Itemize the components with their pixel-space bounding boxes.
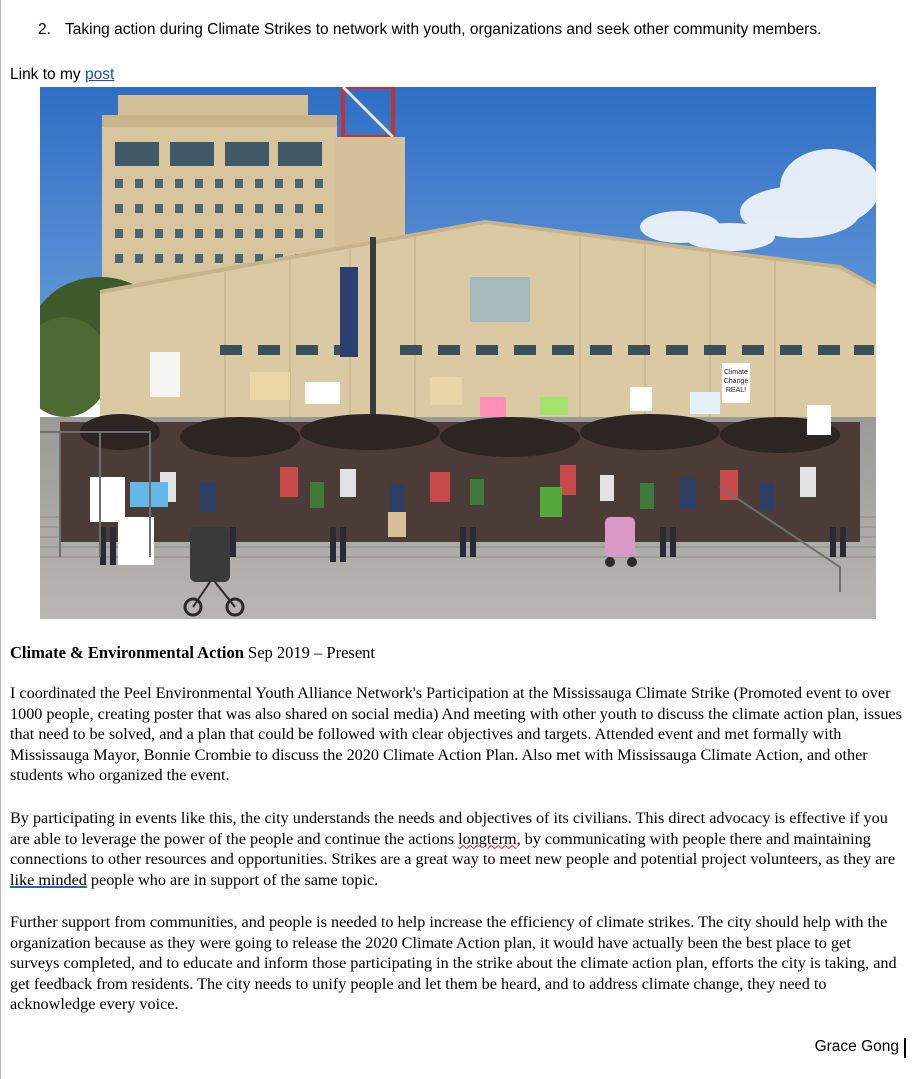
section-dates: Sep 2019 – Present [248,643,375,662]
signature: Grace Gong [814,1038,899,1055]
paragraph-3: Further support from communities, and people is needed to help increase the efficiency of climate strikes. The city should help with the organization because as they were going to release the 2020 Climate Action plan, it would have actually been the best place to get surveys completed, and to educate and inform those participating in the strike about the climate action plan, efforts the city is taking, and get feedback from residents. The city needs to unify people and let them be heard, and to address climate change, they need to acknowledge every voice. [10,913,897,1014]
photo-illustration [40,87,876,619]
link-prefix: Link to my [10,66,85,83]
section-title: Climate & Environmental Action [10,643,244,662]
list-item-text: Taking action during Climate Strikes to network with youth, organizations and seek other community members. [65,21,822,38]
spelling-flagged-word[interactable]: longterm [458,829,517,848]
sign-text-3: REAL! [725,387,747,394]
section-heading [10,643,375,663]
paragraph-2-part-c: people who are in support of the same topic. [86,870,379,889]
climate-strike-photo [40,87,876,619]
paragraph-2-part-a: By participating in events like this, the city understands the needs and objectives of its civilians. This direct advocacy is effective if you are able to leverage the power of the people and continue the actions [10,809,888,848]
list-number: 2. [38,21,51,38]
page-left-edge [0,0,1,1079]
numbered-list-item [38,21,821,39]
sign-text-2: Change [723,378,749,385]
paragraph-2 [10,808,902,890]
text-cursor [904,1038,906,1058]
paragraph-1: I coordinated the Peel Environmental Youth Alliance Network's Participation at the Mississauga Climate Strike (Promoted event to over 1000 people, creating poster that was also shared on social media) And meeting with other youth to discuss the climate action plan, issues that need to be solved, and a plan that could be followed with clear objectives and targets. Attended event and met formally with Mississauga Mayor, Bonnie Crombie to discuss the 2020 Climate Action Plan. Also met with Mississauga Climate Action, and other students who organized the event. [10,684,902,785]
sign-text-1: Climate [724,369,748,376]
grammar-flagged-phrase[interactable]: like minded [10,870,87,889]
paragraph-2-part-b: , by communicating with people there and maintaining connections to other resources and opportunities. Strikes are a great way to meet new people and potential project volunteers, as they are [10,829,896,869]
post-link-line [10,66,114,84]
post-link[interactable]: post [84,66,115,83]
